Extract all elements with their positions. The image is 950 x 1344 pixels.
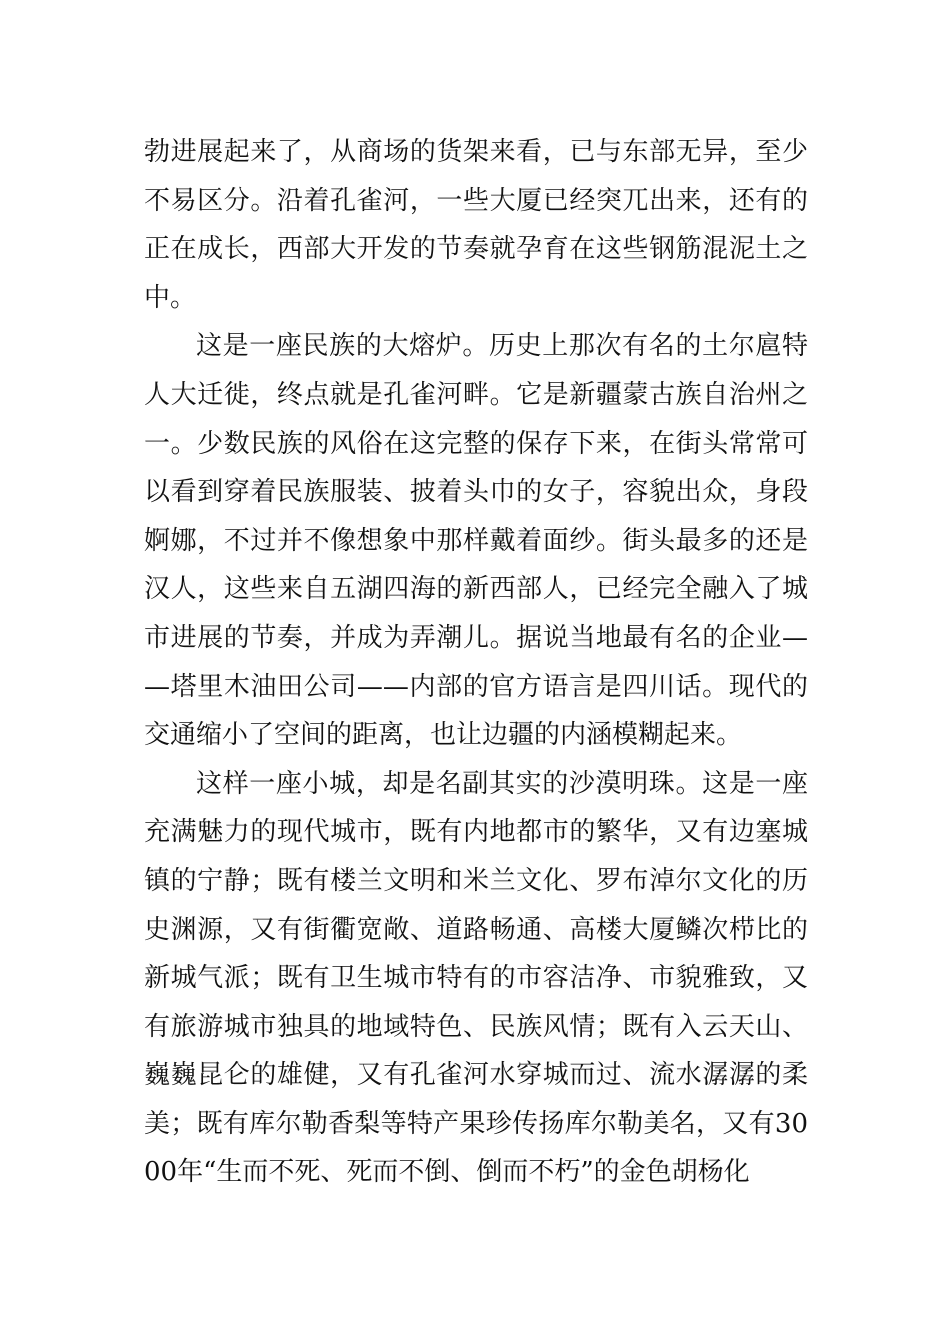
paragraph-3: 这样一座小城，却是名副其实的沙漠明珠。这是一座充满魅力的现代城市，既有内地都市的繁华，又有边塞城镇的宁静；既有楼兰文明和米兰文化、罗布淖尔文化的历史渊源，又有街衢宽敞、道路畅通、高楼大厦鳞次栉比的新城气派；既有卫生城市特有的市容洁净、市貌雅致，又有旅游城市独具的地域特色、民族风情；既有入云天山、巍巍昆仑的雄健，又有孔雀河水穿城而过、流水潺潺的柔美；既有库尔勒香梨等特产果珍传扬库尔勒美名，又有3000年“生而不死、死而不倒、倒而不朽”的金色胡杨化 <box>144 768 808 1188</box>
document-body <box>144 128 808 1197</box>
paragraph-2: 这是一座民族的大熔炉。历史上那次有名的土尔扈特人大迁徙，终点就是孔雀河畔。它是新疆蒙古族自治州之一。少数民族的风俗在这完整的保存下来，在街头常常可以看到穿着民族服装、披着头巾的女子，容貌出众，身段婀娜，不过并不像想象中那样戴着面纱。街头最多的还是汉人，这些来自五湖四海的新西部人，已经完全融入了城市进展的节奏，并成为弄潮儿。据说当地最有名的企业——塔里木油田公司——内部的官方语言是四川话。现代的交通缩小了空间的距离，也让边疆的内涵模糊起来。 <box>144 331 808 751</box>
paragraph-1: 勃进展起来了，从商场的货架来看，已与东部无异，至少不易区分。沿着孔雀河，一些大厦已经突兀出来，还有的正在成长，西部大开发的节奏就孕育在这些钢筋混泥土之中。 <box>144 137 808 313</box>
